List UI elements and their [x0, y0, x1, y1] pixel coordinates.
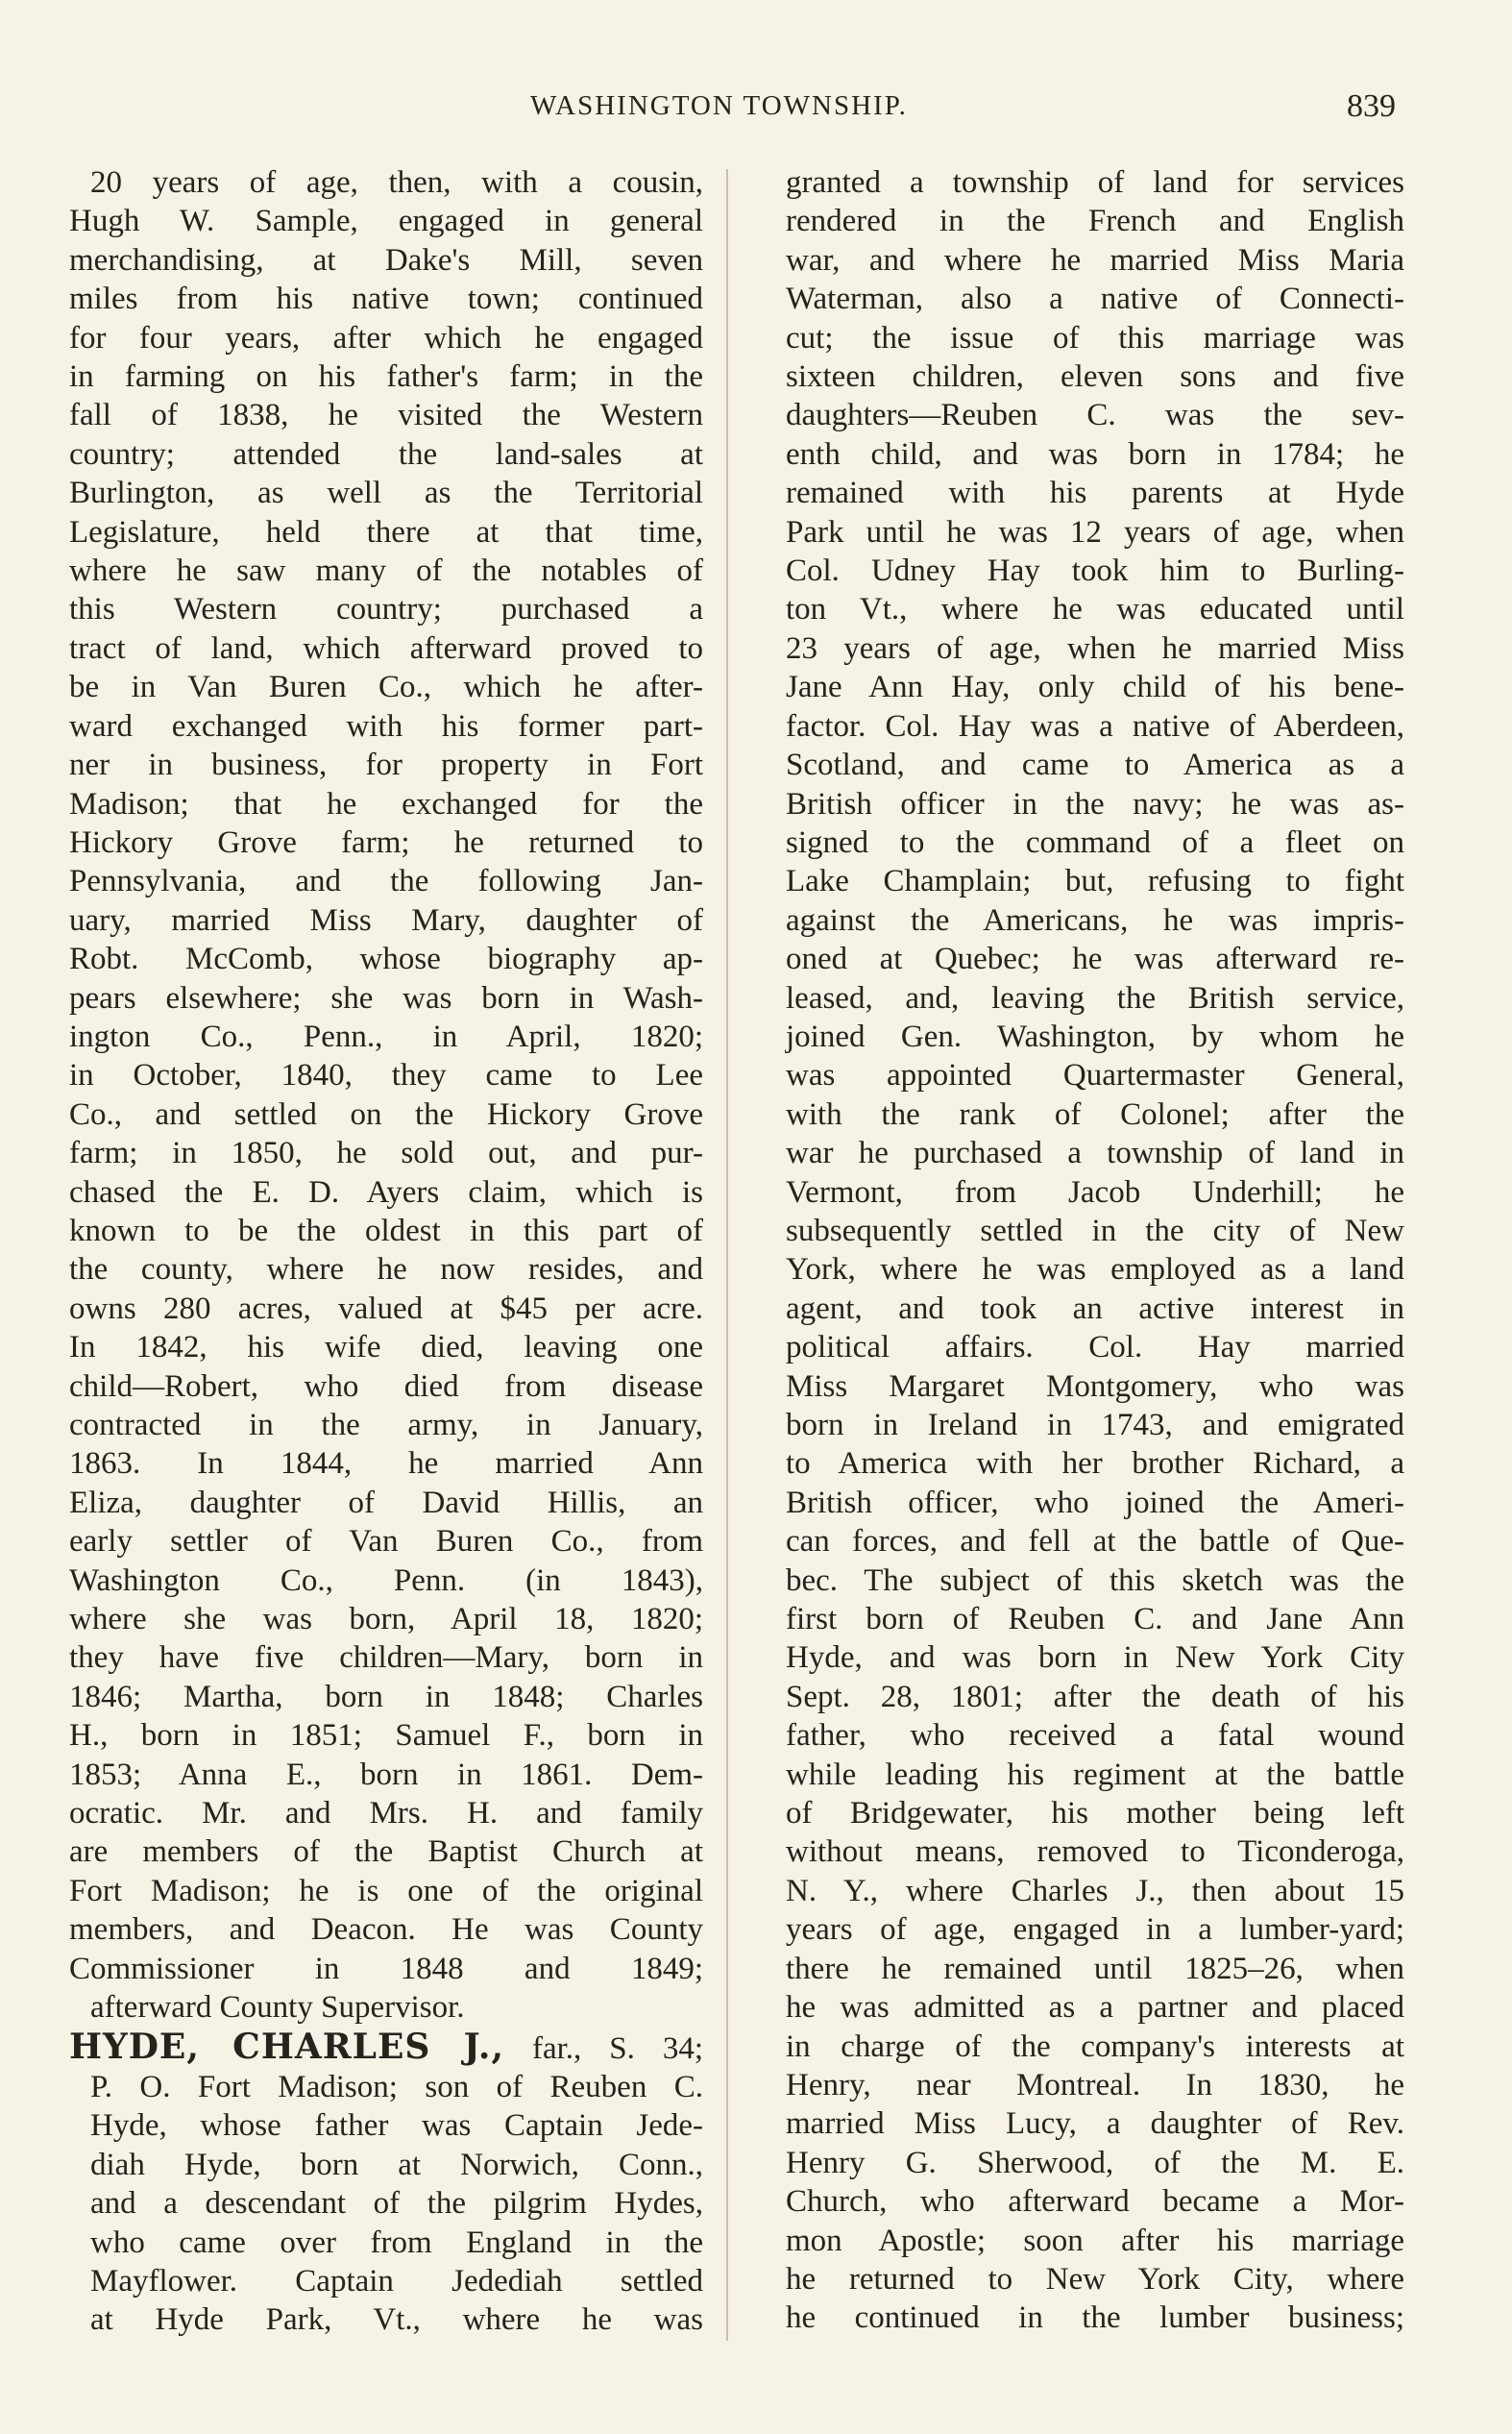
text-line: where he saw many of the notables of	[69, 553, 703, 589]
text-line: he was admitted as a partner and placed	[786, 1990, 1404, 2026]
text-line: 20 years of age, then, with a cousin,	[90, 165, 703, 200]
text-line: remained with his parents at Hyde	[786, 476, 1404, 511]
text-line: N. Y., where Charles J., then about 15	[786, 1873, 1404, 1908]
text-line: 1846; Martha, born in 1848; Charles	[69, 1679, 703, 1714]
text-line: afterward County Supervisor.	[90, 1990, 465, 2026]
text-line: war he purchased a township of land in	[786, 1136, 1404, 1171]
text-line: war, and where he married Miss Maria	[786, 242, 1404, 278]
text-line: first born of Reuben C. and Jane Ann	[786, 1602, 1404, 1637]
text-line: oned at Quebec; he was afterward re-	[786, 942, 1404, 977]
text-line: child—Robert, who died from disease	[69, 1368, 703, 1404]
text-line: rendered in the French and English	[786, 204, 1404, 239]
text-line: are members of the Baptist Church at	[69, 1834, 703, 1870]
text-line: father, who received a fatal wound	[786, 1718, 1404, 1754]
text-line: in October, 1840, they came to Lee	[69, 1058, 703, 1094]
text-line: chased the E. D. Ayers claim, which is	[69, 1174, 703, 1210]
text-line: York, where he was employed as a land	[786, 1252, 1404, 1288]
text-line: Vermont, from Jacob Underhill; he	[786, 1174, 1404, 1210]
text-line: of Bridgewater, his mother being left	[786, 1796, 1404, 1832]
text-line: Pennsylvania, and the following Jan-	[69, 864, 703, 899]
text-line: granted a township of land for services	[786, 165, 1404, 200]
text-line: Co., and settled on the Hickory Grove	[69, 1096, 703, 1132]
text-line: contracted in the army, in January,	[69, 1408, 703, 1442]
text-line: against the Americans, he was impris-	[786, 902, 1404, 938]
text-line: Waterman, also a native of Connecti-	[786, 282, 1404, 317]
text-line: sixteen children, eleven sons and five	[786, 359, 1404, 395]
text-line: he continued in the lumber business;	[786, 2300, 1404, 2336]
text-line: Hickory Grove farm; he returned to	[69, 824, 703, 860]
text-line: enth child, and was born in 1784; he	[786, 436, 1404, 472]
text-line: they have five children—Mary, born in	[69, 1640, 703, 1676]
text-line: subsequently settled in the city of New	[786, 1213, 1404, 1248]
text-line: years of age, engaged in a lumber-yard;	[786, 1912, 1404, 1948]
text-line: Robt. McComb, whose biography ap-	[69, 942, 703, 977]
text-line: Burlington, as well as the Territorial	[69, 476, 703, 511]
text-line: political affairs. Col. Hay married	[786, 1330, 1404, 1365]
text-line: Eliza, daughter of David Hillis, an	[69, 1485, 703, 1520]
text-line: Hyde, and was born in New York City	[786, 1640, 1404, 1676]
text-line: daughters—Reuben C. was the sev-	[786, 398, 1404, 433]
text-line: British officer, who joined the Ameri-	[786, 1485, 1404, 1520]
text-line: can forces, and fell at the battle of Que-	[786, 1524, 1404, 1560]
text-line: to America with her brother Richard, a	[786, 1446, 1404, 1482]
text-line: tract of land, which afterward proved to	[69, 630, 703, 666]
text-line: Washington Co., Penn. (in 1843),	[69, 1562, 703, 1598]
text-line: 23 years of age, when he married Miss	[786, 630, 1404, 666]
text-line: merchandising, at Dake's Mill, seven	[69, 242, 703, 278]
text-line: known to be the oldest in this part of	[69, 1213, 703, 1248]
running-title: WASHINGTON TOWNSHIP.	[530, 90, 908, 121]
text-line: farm; in 1850, he sold out, and pur-	[69, 1136, 703, 1171]
text-line: was appointed Quartermaster General,	[786, 1058, 1404, 1094]
text-line: Sept. 28, 1801; after the death of his	[786, 1679, 1404, 1714]
text-line: this Western country; purchased a	[69, 592, 703, 627]
text-line: members, and Deacon. He was County	[69, 1912, 703, 1948]
text-line: Fort Madison; he is one of the original	[69, 1873, 703, 1908]
text-line: P. O. Fort Madison; son of Reuben C.	[90, 2069, 703, 2104]
text-line: owns 280 acres, valued at $45 per acre.	[69, 1291, 703, 1326]
text-line: Jane Ann Hay, only child of his bene-	[786, 670, 1404, 705]
text-line: born in Ireland in 1743, and emigrated	[786, 1408, 1404, 1442]
entry-name: HYDE, CHARLES J.,	[69, 2026, 504, 2067]
text-line: ton Vt., where he was educated until	[786, 592, 1404, 627]
text-line: bec. The subject of this sketch was the	[786, 1562, 1404, 1598]
text-line: pears elsewhere; she was born in Wash-	[69, 980, 703, 1016]
text-line: uary, married Miss Mary, daughter of	[69, 902, 703, 938]
text-line: signed to the command of a fleet on	[786, 824, 1404, 860]
text-line: Hyde, whose father was Captain Jede-	[90, 2108, 703, 2144]
text-line: who came over from England in the	[90, 2225, 703, 2260]
text-line: H., born in 1851; Samuel F., born in	[69, 1718, 703, 1754]
text-line: 1863. In 1844, he married Ann	[69, 1446, 703, 1482]
column-divider	[726, 169, 728, 2341]
text-line: he returned to New York City, where	[786, 2261, 1404, 2297]
text-line: Hugh W. Sample, engaged in general	[69, 204, 703, 239]
text-line: for four years, after which he engaged	[69, 320, 703, 356]
text-line: 1853; Anna E., born in 1861. Dem-	[69, 1757, 703, 1792]
page-number: 839	[1347, 88, 1396, 124]
text-line: at Hyde Park, Vt., where he was	[90, 2302, 703, 2338]
text-line: Henry, near Montreal. In 1830, he	[786, 2067, 1404, 2102]
text-line: Col. Udney Hay took him to Burling-	[786, 553, 1404, 589]
text-line: Lake Champlain; but, refusing to fight	[786, 864, 1404, 899]
text-line: diah Hyde, born at Norwich, Conn.,	[90, 2147, 703, 2182]
text-line: Commissioner in 1848 and 1849;	[69, 1951, 703, 1986]
left-column	[69, 163, 703, 2340]
text-line: there he remained until 1825–26, when	[786, 1951, 1404, 1986]
text-line: without means, removed to Ticonderoga,	[786, 1834, 1404, 1870]
running-header	[0, 90, 1512, 129]
text-line: with the rank of Colonel; after the	[786, 1096, 1404, 1132]
text-line: In 1842, his wife died, leaving one	[69, 1330, 703, 1365]
text-line: British officer in the navy; he was as-	[786, 786, 1404, 822]
text-line: Henry G. Sherwood, of the M. E.	[786, 2145, 1404, 2180]
text-line: country; attended the land-sales at	[69, 436, 703, 472]
text-line: Legislature, held there at that time,	[69, 514, 703, 550]
text-line: and a descendant of the pilgrim Hydes,	[90, 2186, 703, 2222]
text-line: Miss Margaret Montgomery, who was	[786, 1368, 1404, 1404]
text-line: Mayflower. Captain Jedediah settled	[90, 2263, 703, 2299]
right-column	[786, 163, 1404, 2338]
text-line: Madison; that he exchanged for the	[69, 786, 703, 822]
text-line: early settler of Van Buren Co., from	[69, 1524, 703, 1560]
text-line: ocratic. Mr. and Mrs. H. and family	[69, 1796, 703, 1832]
text-line: the county, where he now resides, and	[69, 1252, 703, 1288]
text-line: where she was born, April 18, 1820;	[69, 1602, 703, 1637]
text-line: cut; the issue of this marriage was	[786, 320, 1404, 356]
text-line: Park until he was 12 years of age, when	[786, 514, 1404, 550]
text-line: in charge of the company's interests at	[786, 2028, 1404, 2064]
text-line: joined Gen. Washington, by whom he	[786, 1019, 1404, 1054]
text-line: in farming on his father's farm; in the	[69, 359, 703, 395]
text-line: fall of 1838, he visited the Western	[69, 398, 703, 433]
text-line: leased, and, leaving the British service,	[786, 980, 1404, 1016]
entry-heading-line	[69, 2028, 703, 2068]
text-line: agent, and took an active interest in	[786, 1291, 1404, 1326]
text-line: be in Van Buren Co., which he after-	[69, 670, 703, 705]
text-line: while leading his regiment at the battle	[786, 1757, 1404, 1792]
text-line: factor. Col. Hay was a native of Aberdeen,	[786, 708, 1404, 744]
text-line: married Miss Lucy, a daughter of Rev.	[786, 2106, 1404, 2142]
text-line: Church, who afterward became a Mor-	[786, 2184, 1404, 2220]
text-line: ward exchanged with his former part-	[69, 708, 703, 744]
entry-first-line-text: far., S. 34;	[504, 2030, 704, 2066]
text-line: mon Apostle; soon after his marriage	[786, 2223, 1404, 2258]
text-line: Scotland, and came to America as a	[786, 748, 1404, 783]
text-line: ner in business, for property in Fort	[69, 748, 703, 783]
text-line: miles from his native town; continued	[69, 282, 703, 317]
text-line: ington Co., Penn., in April, 1820;	[69, 1019, 703, 1054]
